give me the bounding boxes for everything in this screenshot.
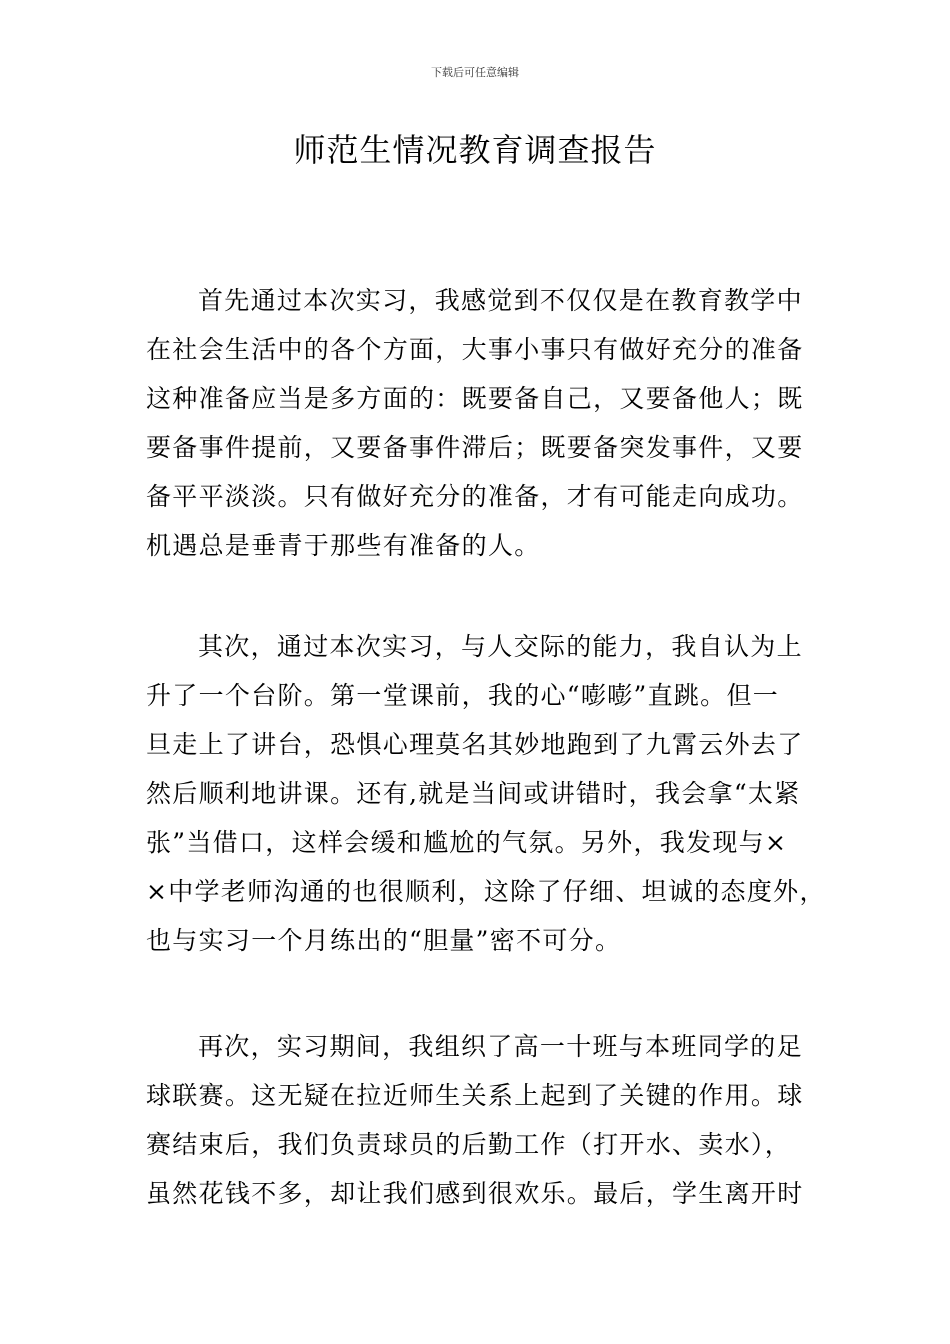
document-title: 师范生情况教育调查报告 xyxy=(293,131,657,169)
paragraph-line: 虽然花钱不多，却让我们感到很欢乐。最后，学生离开时 xyxy=(146,1179,804,1208)
paragraph-line: 也与实习一个月练出的“胆量”密不可分。 xyxy=(146,926,622,955)
paragraph-line: ×中学老师沟通的也很顺利，这除了仔细、坦诚的态度外， xyxy=(146,877,826,906)
paragraph-line: 在社会生活中的各个方面，大事小事只有做好充分的准备 xyxy=(146,335,804,364)
paragraph-line: 再次，实习期间，我组织了高一十班与本班同学的足 xyxy=(198,1032,803,1061)
paragraph-line: 旦走上了讲台，恐惧心理莫名其妙地跑到了九霄云外去了 xyxy=(146,730,804,759)
paragraph-line: 然后顺利地讲课。还有,就是当间或讲错时，我会拿“太紧 xyxy=(146,779,801,808)
paragraph-line: 升了一个台阶。第一堂课前，我的心“嘭嘭”直跳。但一 xyxy=(146,681,780,710)
paragraph-1 xyxy=(146,276,826,570)
paragraph-line: 要备事件提前，又要备事件滞后；既要备突发事件，又要 xyxy=(146,433,804,462)
paragraph-line: 其次，通过本次实习，与人交际的能力，我自认为上 xyxy=(198,632,803,661)
paragraph-line: 备平平淡淡。只有做好充分的准备，才有可能走向成功。 xyxy=(146,482,804,511)
paragraph-line: 机遇总是垂青于那些有准备的人。 xyxy=(146,531,541,560)
paragraph-line: 首先通过本次实习，我感觉到不仅仅是在教育教学中 xyxy=(198,286,803,315)
paragraph-2 xyxy=(146,622,826,965)
paragraph-3 xyxy=(146,1022,826,1218)
paragraph-line: 球联赛。这无疑在拉近师生关系上起到了关键的作用。球 xyxy=(146,1081,804,1110)
paragraph-line: 赛结束后，我们负责球员的后勤工作（打开水、卖水）， xyxy=(146,1130,792,1159)
paragraph-line: 这种准备应当是多方面的：既要备自己，又要备他人；既 xyxy=(146,384,804,413)
header-note: 下载后可任意编辑 xyxy=(431,66,519,79)
paragraph-line: 张”当借口，这样会缓和尴尬的气氛。另外，我发现与× xyxy=(146,828,788,857)
